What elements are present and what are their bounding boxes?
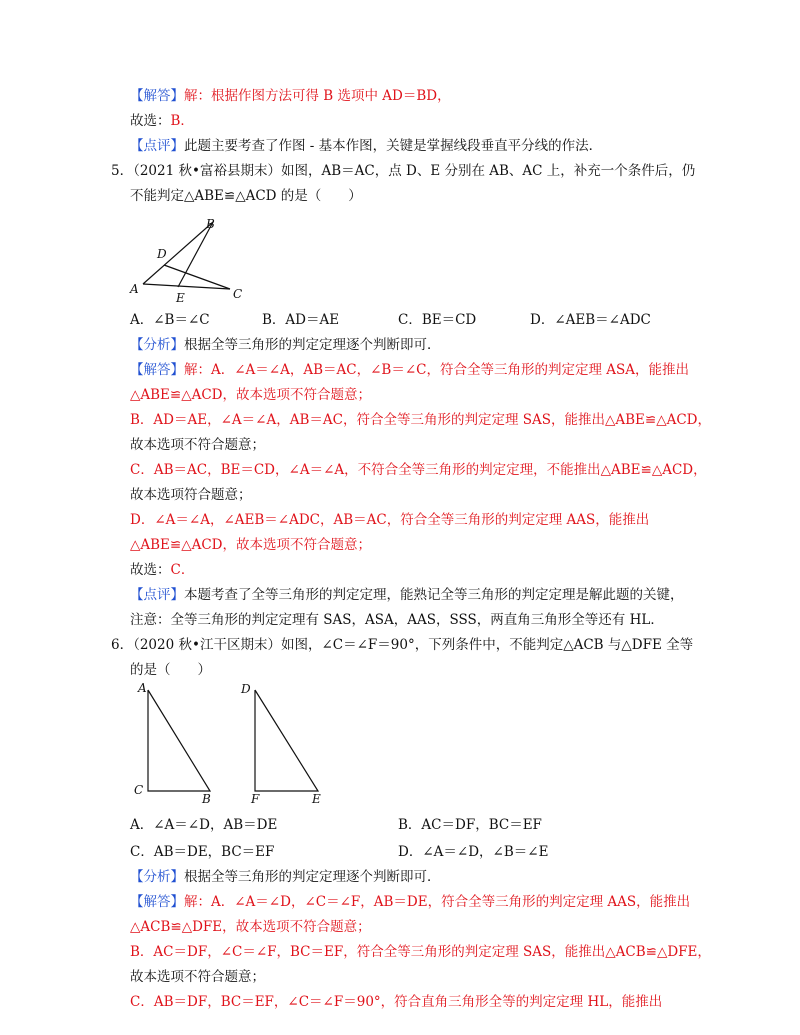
q5-stem2: 不能判定△ABE≌△ACD 的是（ ） bbox=[130, 188, 362, 204]
analysis-tag: 【分析】 bbox=[130, 337, 184, 353]
q5-comment1 bbox=[130, 586, 684, 604]
q6-answer-line2: △ACB≌△DFE，故本选项不符合题意； bbox=[130, 919, 371, 935]
q6-answer-line3: B．AC＝DF，∠C＝∠F，BC＝EF，符合全等三角形的判定定理 SAS，能推出△ACB≌△DFE， bbox=[130, 944, 711, 960]
q6-option-a[interactable]: A．∠A＝∠D，AB＝DE bbox=[130, 817, 278, 833]
q6-label-C: C bbox=[134, 783, 144, 797]
q5-answer-line1 bbox=[130, 361, 689, 379]
answer-text: 解：A．∠A＝∠D，∠C＝∠F，AB＝DE，符合全等三角形的判定定理 AAS，能推出 bbox=[184, 894, 691, 910]
q5-option-a[interactable]: A．∠B＝∠C bbox=[130, 312, 210, 328]
q6-figure bbox=[128, 676, 338, 811]
comment-text: 此题主要考查了作图 - 基本作图，关键是掌握线段垂直平分线的作法． bbox=[184, 138, 603, 154]
q6-label-B: B bbox=[202, 792, 211, 806]
answer-tag: 【解答】 bbox=[130, 894, 184, 910]
q5-option-c[interactable]: C．BE＝CD bbox=[398, 312, 477, 328]
q5-comment2: 注意：全等三角形的判定定理有 SAS，ASA，AAS，SSS，两直角三角形全等还有 HL． bbox=[130, 612, 664, 628]
q6-stem2: 的是（ ） bbox=[130, 662, 211, 678]
q5-label-E: E bbox=[176, 291, 185, 305]
q5-label-B: B bbox=[206, 217, 215, 231]
q5-label-A: A bbox=[130, 282, 139, 296]
q5-answer-line5: C．AB＝AC，BE＝CD，∠A＝∠A，不符合全等三角形的判定定理，不能推出△ABE≌△ACD， bbox=[130, 462, 707, 478]
q5-answer-line6: 故本选项符合题意； bbox=[130, 487, 252, 503]
q6-option-c[interactable]: C．AB＝DE，BC＝EF bbox=[130, 844, 275, 860]
q5-label-D: D bbox=[157, 247, 167, 261]
q5-choose bbox=[130, 561, 194, 579]
q6-analysis bbox=[130, 868, 441, 886]
analysis-text: 根据全等三角形的判定定理逐个判断即可． bbox=[184, 337, 441, 353]
q5-option-b[interactable]: B．AD＝AE bbox=[262, 312, 340, 328]
q6-stem-line1 bbox=[111, 636, 693, 654]
q5-option-d[interactable]: D．∠AEB＝∠ADC bbox=[530, 312, 651, 328]
q5-analysis bbox=[130, 336, 441, 354]
q6-answer-line4: 故本选项不符合题意； bbox=[130, 969, 265, 985]
comment-tag: 【点评】 bbox=[130, 138, 184, 154]
choose-answer: C． bbox=[170, 562, 195, 578]
comment-tag: 【点评】 bbox=[130, 587, 184, 603]
q6-number: 6． bbox=[111, 637, 134, 653]
choose-prefix: 故选： bbox=[130, 562, 171, 578]
q5-stem-line1 bbox=[111, 162, 695, 180]
q6-answer-line5: C．AB＝DF，BC＝EF，∠C＝∠F＝90°，符合直角三角形全等的判定定理 HL，能推出 bbox=[130, 994, 663, 1010]
q6-label-E: E bbox=[312, 792, 321, 806]
answer-text: 解：根据作图方法可得 B 选项中 AD＝BD， bbox=[184, 88, 451, 104]
answer-line-q4 bbox=[130, 87, 451, 105]
analysis-text: 根据全等三角形的判定定理逐个判断即可． bbox=[184, 869, 441, 885]
answer-tag: 【解答】 bbox=[130, 362, 184, 378]
q5-label-C: C bbox=[233, 287, 243, 301]
q5-figure bbox=[120, 208, 260, 308]
comment-text: 本题考查了全等三角形的判定定理，能熟记全等三角形的判定定理是解此题的关键， bbox=[184, 587, 684, 603]
q5-answer-line2: △ABE≌△ACD，故本选项不符合题意； bbox=[130, 387, 372, 403]
q6-label-F: F bbox=[251, 792, 260, 806]
q5-answer-line7: D．∠A＝∠A，∠AEB＝∠ADC，AB＝AC，符合全等三角形的判定定理 AAS，能推出 bbox=[130, 512, 650, 528]
q5-number: 5． bbox=[111, 163, 134, 179]
q6-option-d[interactable]: D．∠A＝∠D，∠B＝∠E bbox=[398, 844, 549, 860]
q6-option-b[interactable]: B．AC＝DF，BC＝EF bbox=[398, 817, 542, 833]
choose-answer: B． bbox=[170, 113, 194, 129]
analysis-tag: 【分析】 bbox=[130, 869, 184, 885]
q5-stem1: （2021 秋•富裕县期末）如图，AB＝AC，点 D、E 分别在 AB、AC 上，补充一个条件后，仍 bbox=[133, 163, 696, 179]
comment-line-q4 bbox=[130, 137, 602, 155]
choose-prefix: 故选： bbox=[130, 113, 171, 129]
choose-line-q4 bbox=[130, 112, 194, 130]
q6-stem1: （2020 秋•江干区期末）如图，∠C＝∠F＝90°，下列条件中，不能判定△ACB 与△DFE 全等 bbox=[133, 637, 694, 653]
q6-answer-line1 bbox=[130, 893, 690, 911]
q6-label-A: A bbox=[138, 681, 147, 695]
q5-answer-line3: B．AD＝AE，∠A＝∠A，AB＝AC，符合全等三角形的判定定理 SAS，能推出△ABE≌△ACD， bbox=[130, 412, 712, 428]
answer-text: 解：A．∠A＝∠A，AB＝AC，∠B＝∠C，符合全等三角形的判定定理 ASA，能推出 bbox=[184, 362, 690, 378]
q5-answer-line4: 故本选项不符合题意； bbox=[130, 437, 265, 453]
answer-tag: 【解答】 bbox=[130, 88, 184, 104]
q5-answer-line8: △ABE≌△ACD，故本选项不符合题意； bbox=[130, 537, 372, 553]
q6-label-D: D bbox=[241, 682, 251, 696]
